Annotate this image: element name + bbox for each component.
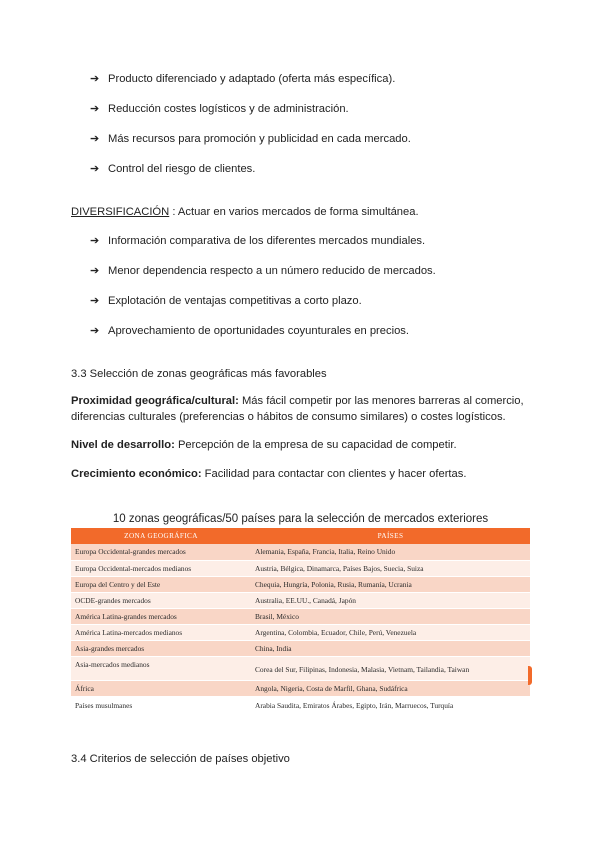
- table-row: [71, 592, 530, 608]
- arrow-icon: ➔: [90, 133, 100, 145]
- countries-cell: Corea del Sur, Filipinas, Indonesia, Malasia, Vietnam, Tailandia, Taiwan: [251, 656, 530, 680]
- geographic-zones-table: [71, 528, 530, 715]
- table-caption: 10 zonas geográficas/50 países para la selección de mercados exteriores: [112, 513, 489, 525]
- list-item: [90, 72, 570, 86]
- countries-cell: Angola, Nigeria, Costa de Marfil, Ghana, Sudáfrica: [251, 680, 530, 696]
- list-item-text: Control del riesgo de clientes.: [108, 163, 256, 175]
- paragraph-nivel: [71, 438, 541, 454]
- table-row: [71, 640, 530, 656]
- list-item-text: Aprovechamiento de oportunidades coyunturales en precios.: [108, 325, 410, 337]
- diversificacion-definition: [71, 205, 419, 219]
- list-item-text: Producto diferenciado y adaptado (oferta más específica).: [108, 73, 396, 85]
- advantages-list: [90, 72, 570, 176]
- nivel-label: Nivel de desarrollo:: [71, 439, 175, 451]
- countries-cell: Argentina, Colombia, Ecuador, Chile, Perú, Venezuela: [251, 624, 530, 640]
- countries-cell: Alemania, España, Francia, Italia, Reino Unido: [251, 544, 530, 560]
- arrow-icon: ➔: [90, 295, 100, 307]
- countries-cell: China, India: [251, 640, 530, 656]
- list-item-text: Más recursos para promoción y publicidad en cada mercado.: [108, 133, 411, 145]
- countries-cell: Chequia, Hungría, Polonia, Rusia, Rumanía, Ucrania: [251, 576, 530, 592]
- zone-cell: Europa Occidental-mercados medianos: [71, 560, 251, 576]
- proximidad-text: Más fácil competir por las menores barreras al comercio, diferencias culturales (preferencias o hábitos de consumo similares) o costes logísticos.: [71, 395, 524, 423]
- arrow-icon: ➔: [90, 103, 100, 115]
- diversificacion-term: DIVERSIFICACIÓN: [71, 206, 170, 218]
- zone-cell: América Latina-grandes mercados: [71, 608, 251, 624]
- list-item-text: Explotación de ventajas competitivas a corto plazo.: [108, 295, 362, 307]
- diversification-list: [90, 234, 570, 338]
- zone-cell: OCDE-grandes mercados: [71, 592, 251, 608]
- list-item: [90, 234, 570, 248]
- zone-cell: Europa del Centro y del Este: [71, 576, 251, 592]
- table-row: [71, 560, 530, 576]
- zone-cell: América Latina-mercados medianos: [71, 624, 251, 640]
- paragraph-proximidad: [71, 394, 541, 425]
- list-item: [90, 162, 570, 176]
- column-header-paises: PAÍSES: [251, 528, 530, 544]
- zone-cell: Asia-grandes mercados: [71, 640, 251, 656]
- diversificacion-text: : Actuar en varios mercados de forma simultánea.: [169, 206, 419, 218]
- zone-cell: África: [71, 680, 251, 696]
- arrow-icon: ➔: [90, 265, 100, 277]
- list-item-text: Menor dependencia respecto a un número reducido de mercados.: [108, 265, 436, 277]
- list-item-text: Reducción costes logísticos y de administración.: [108, 103, 349, 115]
- table-row: [71, 576, 530, 592]
- countries-cell: Brasil, México: [251, 608, 530, 624]
- table-row: [71, 680, 530, 696]
- zone-cell: Europa Occidental-grandes mercados: [71, 544, 251, 560]
- arrow-icon: ➔: [90, 325, 100, 337]
- list-item: [90, 294, 570, 308]
- section-heading-3-3: 3.3 Selección de zonas geográficas más favorables: [71, 368, 327, 380]
- crecimiento-label: Crecimiento económico:: [71, 468, 202, 480]
- list-item: [90, 102, 570, 116]
- section-heading-3-4: 3.4 Criterios de selección de países objetivo: [71, 753, 290, 765]
- table-row: [71, 696, 530, 714]
- list-item: [90, 264, 570, 278]
- list-item: [90, 324, 570, 338]
- nivel-text: Percepción de la empresa de su capacidad de competir.: [174, 439, 457, 451]
- table-row: [71, 544, 530, 560]
- table-header-row: [71, 528, 530, 544]
- column-header-zona: ZONA GEOGRÁFICA: [71, 528, 251, 544]
- proximidad-label: Proximidad geográfica/cultural:: [71, 395, 239, 407]
- countries-cell: Austria, Bélgica, Dinamarca, Países Bajos, Suecia, Suiza: [251, 560, 530, 576]
- paragraph-crecimiento: [71, 467, 541, 483]
- table-row: [71, 656, 530, 680]
- table-side-tab: [528, 666, 532, 685]
- list-item-text: Información comparativa de los diferentes mercados mundiales.: [108, 235, 426, 247]
- table-row: [71, 624, 530, 640]
- zone-cell: Asia-mercados medianos: [71, 656, 251, 680]
- list-item: [90, 132, 570, 146]
- crecimiento-text: Facilidad para contactar con clientes y hacer ofertas.: [201, 468, 467, 480]
- arrow-icon: ➔: [90, 73, 100, 85]
- arrow-icon: ➔: [90, 163, 100, 175]
- countries-cell: Arabia Saudita, Emiratos Árabes, Egipto, Irán, Marruecos, Turquía: [251, 696, 530, 714]
- zone-cell: Países musulmanes: [71, 696, 251, 714]
- arrow-icon: ➔: [90, 235, 100, 247]
- countries-cell: Australia, EE.UU., Canadá, Japón: [251, 592, 530, 608]
- table-row: [71, 608, 530, 624]
